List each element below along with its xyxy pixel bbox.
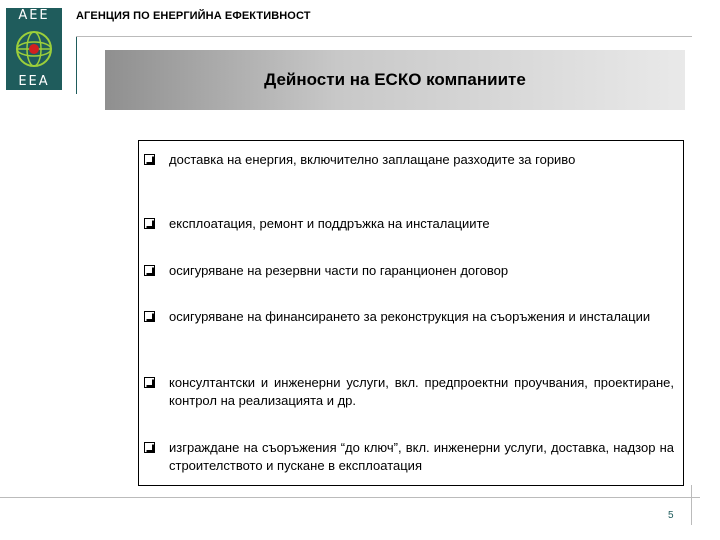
- slide-title-bar: [105, 50, 685, 110]
- list-item-text: експлоатация, ремонт и поддръжка на инсталациите: [169, 216, 490, 231]
- page-number: 5: [668, 510, 674, 521]
- header-horizontal-divider: [76, 36, 692, 37]
- slide-title: Дейности на ЕСКО компаниите: [264, 70, 526, 89]
- list-item-text: доставка на енергия, включително заплащане разходите за гориво: [169, 152, 576, 167]
- checkbox-bullet-icon: [144, 218, 155, 229]
- checkbox-bullet-icon: [144, 442, 155, 453]
- footer-divider: [0, 497, 700, 498]
- checkbox-bullet-icon: [144, 265, 155, 276]
- agency-name: АГЕНЦИЯ ПО ЕНЕРГИЙНА ЕФЕКТИВНОСТ: [76, 10, 311, 22]
- agency-logo: [6, 8, 62, 90]
- globe-logo-icon: [14, 29, 54, 69]
- logo-top-text: AEE: [18, 8, 50, 23]
- checkbox-bullet-icon: [144, 311, 155, 322]
- header-vertical-divider: [76, 36, 77, 94]
- list-item-text: консултантски и инженерни услуги, вкл. предпроектни проучвания, проектиране, контрол на реализацията и др.: [169, 375, 674, 408]
- list-item-text: изграждане на съоръжения “до ключ”, вкл. инженерни услуги, доставка, надзор на строителството и пускане в експлоатация: [169, 440, 674, 473]
- logo-bottom-text: EEA: [18, 74, 50, 89]
- checkbox-bullet-icon: [144, 154, 155, 165]
- list-item-text: осигуряване на финансирането за реконструкция на съоръжения и инсталации: [169, 309, 651, 324]
- list-item-text: осигуряване на резервни части по гаранционен договор: [169, 263, 509, 278]
- footer-vertical-divider: [691, 485, 692, 525]
- checkbox-bullet-icon: [144, 377, 155, 388]
